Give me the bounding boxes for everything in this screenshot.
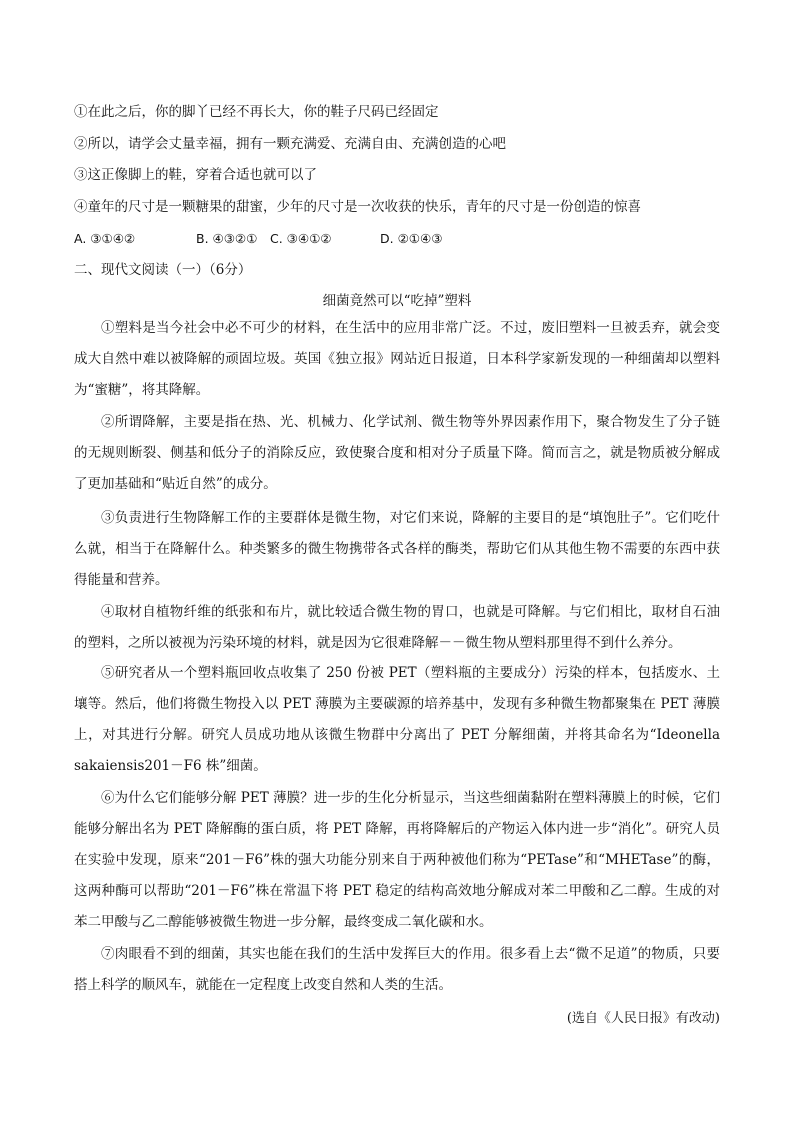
article-paragraph-2: ②所谓降解，主要是指在热、光、机械力、化学试剂、微生物等外界因素作用下，聚合物发生了分子链的无规则断裂、侧基和低分子的消除反应，致使聚合度和相对分子质量下降。简而言之，就是物质被分解成了更加基础和“贴近自然”的成分。	[74, 414, 720, 492]
ordering-item-2: ②所以，请学会丈量幸福，拥有一颗充满爱、充满自由、充满创造的心吧	[74, 136, 506, 152]
ordering-item-3: ③这正像脚上的鞋，穿着合适也就可以了	[74, 167, 317, 183]
option-d: D. ②①④③	[380, 231, 443, 246]
article-paragraph-6: ⑥为什么它们能够分解 PET 薄膜？进一步的生化分析显示，当这些细菌黏附在塑料薄膜上的时候，它们能够分解出名为 PET 降解酶的蛋白质，将 PET 降解，再将降解后的产物运入体内进一步“消化”。研究人员在实验中发现，原来“201－F6”株的强大功能分别来自于两种被他们称为“PETase”和“MHETase”的酶，这两种酶可以帮助“201－F6”株在常温下将 PET 稳定的结构高效地分解成对苯二甲酸和乙二醇。生成的对苯二甲酸与乙二醇能够被微生物进一步分解，最终变成二氧化碳和水。	[74, 790, 720, 930]
article-paragraph-4: ④取材自植物纤维的纸张和布片，就比较适合微生物的胃口，也就是可降解。与它们相比，取材自石油的塑料，之所以被视为污染环境的材料，就是因为它很难降解－－微生物从塑料那里得不到什么养分。	[74, 604, 720, 651]
section-heading: 二、现代文阅读（一）（6分）	[74, 262, 252, 278]
article-title: 细菌竟然可以“吃掉”塑料	[322, 293, 472, 309]
article-paragraph-3: ③负责进行生物降解工作的主要群体是微生物，对它们来说，降解的主要目的是“填饱肚子”。它们吃什么就，相当于在降解什么。种类繁多的微生物携带各式各样的酶类，帮助它们从其他生物不需要的东西中获得能量和营养。	[74, 510, 720, 588]
ordering-item-4: ④童年的尺寸是一颗糖果的甜蜜，少年的尺寸是一次收获的快乐，青年的尺寸是一份创造的惊喜	[74, 199, 641, 215]
ordering-item-1: ①在此之后，你的脚丫已经不再长大，你的鞋子尺码已经固定	[74, 104, 439, 120]
option-b: B. ④③②①	[196, 231, 258, 246]
article-source: (选自《人民日报》有改动)	[566, 1011, 720, 1026]
article-paragraph-5: ⑤研究者从一个塑料瓶回收点收集了 250 份被 PET（塑料瓶的主要成分）污染的样本，包括废水、土壤等。然后，他们将微生物投入以 PET 薄膜为主要碳源的培养基中，发现有多种微生物都聚集在 PET 薄膜上，对其进行分解。研究人员成功地从该微生物群中分离出了 PET 分解细菌，并将其命名为“Ideonella sakaiensis201－F6 株”细菌。	[74, 665, 720, 774]
article-paragraph-7: ⑦肉眼看不到的细菌，其实也能在我们的生活中发挥巨大的作用。很多看上去“微不足道”的物质，只要搭上科学的顺风车，就能在一定程度上改变自然和人类的生活。	[74, 946, 720, 993]
option-c: C. ③④①②	[270, 231, 332, 246]
answer-options	[74, 230, 720, 248]
option-a: A. ③①④②	[74, 231, 136, 246]
article-paragraph-1: ①塑料是当今社会中必不可少的材料，在生活中的应用非常广泛。不过，废旧塑料一旦被丢弃，就会变成大自然中难以被降解的顽固垃圾。英国《独立报》网站近日报道，日本科学家新发现的一种细菌却以塑料为“蜜糖”，将其降解。	[74, 320, 720, 398]
